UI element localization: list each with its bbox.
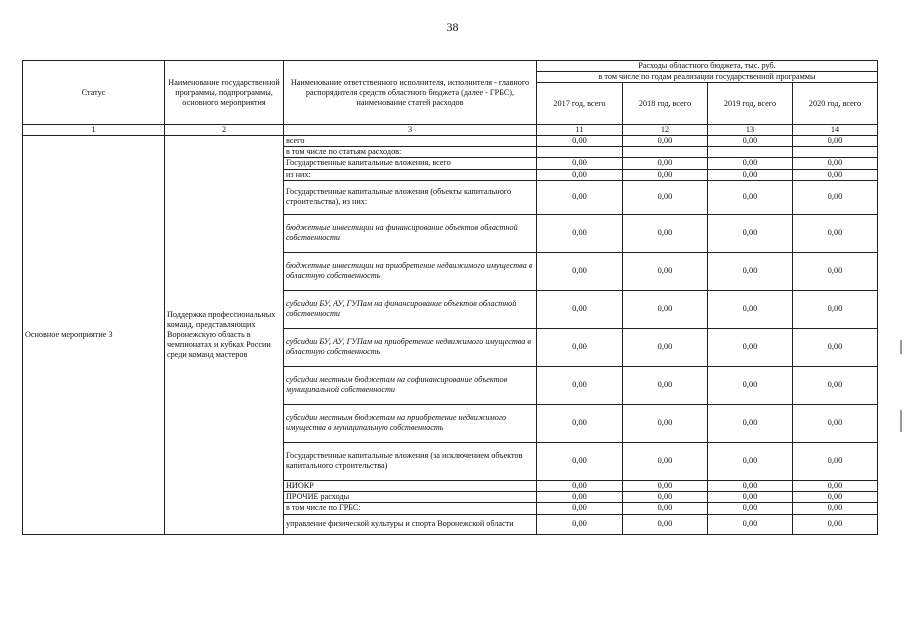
value-cell: 0,00 — [708, 252, 793, 290]
column-number: 13 — [708, 125, 793, 136]
value-cell: 0,00 — [623, 328, 708, 366]
value-cell: 0,00 — [708, 328, 793, 366]
row-label: Государственные капитальные вложения, всего — [284, 158, 537, 169]
value-cell: 0,00 — [537, 328, 623, 366]
value-cell: 0,00 — [793, 366, 878, 404]
value-cell: 0,00 — [537, 214, 623, 252]
value-cell: 0,00 — [793, 328, 878, 366]
value-cell: 0,00 — [793, 514, 878, 534]
column-number: 12 — [623, 125, 708, 136]
page-number: 38 — [446, 20, 459, 34]
value-cell: 0,00 — [708, 442, 793, 480]
header-year: 2020 год, всего — [793, 83, 878, 125]
row-label: бюджетные инвестиции на приобретение недвижимого имущества в областную собственность — [284, 252, 537, 290]
value-cell: 0,00 — [708, 214, 793, 252]
value-cell: 0,00 — [537, 404, 623, 442]
value-cell: 0,00 — [793, 214, 878, 252]
column-number: 2 — [165, 125, 284, 136]
value-cell: 0,00 — [537, 290, 623, 328]
value-cell: 0,00 — [623, 136, 708, 147]
value-cell — [623, 147, 708, 158]
value-cell: 0,00 — [537, 480, 623, 491]
scan-mark — [900, 410, 902, 432]
column-number: 14 — [793, 125, 878, 136]
value-cell: 0,00 — [623, 158, 708, 169]
value-cell: 0,00 — [793, 136, 878, 147]
value-cell: 0,00 — [623, 180, 708, 214]
table-row — [23, 136, 878, 147]
value-cell: 0,00 — [793, 480, 878, 491]
value-cell: 0,00 — [537, 514, 623, 534]
value-cell: 0,00 — [623, 366, 708, 404]
budget-table — [22, 60, 878, 535]
value-cell: 0,00 — [537, 136, 623, 147]
value-cell: 0,00 — [708, 480, 793, 491]
value-cell: 0,00 — [708, 503, 793, 514]
row-label: ПРОЧИЕ расходы — [284, 492, 537, 503]
value-cell: 0,00 — [708, 404, 793, 442]
header-year: 2017 год, всего — [537, 83, 623, 125]
header-year: 2018 год, всего — [623, 83, 708, 125]
header-program-name: Наименование государственной программы, подпрограммы, основного мероприятия — [165, 61, 284, 125]
column-number: 1 — [23, 125, 165, 136]
column-number: 11 — [537, 125, 623, 136]
row-label: из них: — [284, 169, 537, 180]
value-cell: 0,00 — [793, 158, 878, 169]
header-status: Статус — [23, 61, 165, 125]
value-cell: 0,00 — [537, 366, 623, 404]
row-label: НИОКР — [284, 480, 537, 491]
row-label: бюджетные инвестиции на финансирование объектов областной собственности — [284, 214, 537, 252]
value-cell: 0,00 — [793, 290, 878, 328]
value-cell: 0,00 — [623, 480, 708, 491]
value-cell: 0,00 — [623, 404, 708, 442]
value-cell — [708, 147, 793, 158]
value-cell: 0,00 — [793, 180, 878, 214]
header-executor: Наименование ответственного исполнителя, исполнителя - главного распорядителя средств областного бюджета (далее - ГРБС), наименование статей расходов — [284, 61, 537, 125]
value-cell: 0,00 — [623, 169, 708, 180]
value-cell: 0,00 — [793, 404, 878, 442]
value-cell: 0,00 — [793, 252, 878, 290]
row-label: всего — [284, 136, 537, 147]
header-year: 2019 год, всего — [708, 83, 793, 125]
value-cell — [537, 147, 623, 158]
value-cell: 0,00 — [537, 180, 623, 214]
value-cell: 0,00 — [708, 158, 793, 169]
row-label: Государственные капитальные вложения (объекты капитального строительства), из них: — [284, 180, 537, 214]
value-cell: 0,00 — [708, 180, 793, 214]
row-label: в том числе по статьям расходов: — [284, 147, 537, 158]
value-cell: 0,00 — [623, 503, 708, 514]
row-label: управление физической культуры и спорта Воронежской области — [284, 514, 537, 534]
value-cell: 0,00 — [708, 169, 793, 180]
value-cell: 0,00 — [537, 442, 623, 480]
value-cell: 0,00 — [793, 169, 878, 180]
value-cell: 0,00 — [537, 158, 623, 169]
value-cell: 0,00 — [623, 252, 708, 290]
value-cell: 0,00 — [708, 136, 793, 147]
value-cell: 0,00 — [793, 442, 878, 480]
row-label: субсидии БУ, АУ, ГУПам на финансирование объектов областной собственности — [284, 290, 537, 328]
value-cell: 0,00 — [793, 492, 878, 503]
row-label: Государственные капитальные вложения (за исключением объектов капитального строительства) — [284, 442, 537, 480]
row-label: субсидии БУ, АУ, ГУПам на приобретение недвижимого имущества в областную собственность — [284, 328, 537, 366]
value-cell: 0,00 — [623, 514, 708, 534]
value-cell: 0,00 — [708, 290, 793, 328]
row-label: в том числе по ГРБС: — [284, 503, 537, 514]
value-cell: 0,00 — [537, 492, 623, 503]
value-cell: 0,00 — [623, 290, 708, 328]
status-cell: Основное мероприятие 3 — [23, 136, 165, 535]
value-cell: 0,00 — [793, 503, 878, 514]
value-cell: 0,00 — [537, 169, 623, 180]
column-number: 3 — [284, 125, 537, 136]
row-label: субсидии местным бюджетам на софинансирование объектов муниципальной собственности — [284, 366, 537, 404]
value-cell: 0,00 — [623, 442, 708, 480]
value-cell: 0,00 — [537, 503, 623, 514]
header-by-years: в том числе по годам реализации государственной программы — [537, 72, 878, 83]
value-cell: 0,00 — [623, 492, 708, 503]
value-cell: 0,00 — [623, 214, 708, 252]
value-cell: 0,00 — [708, 492, 793, 503]
program-cell: Поддержка профессиональных команд, представляющих Воронежскую область в чемпионатах и кубках России среди команд мастеров — [165, 136, 284, 535]
row-label: субсидии местным бюджетам на приобретение недвижимого имущества в муниципальную собственность — [284, 404, 537, 442]
value-cell: 0,00 — [708, 366, 793, 404]
scan-mark — [900, 340, 902, 354]
value-cell: 0,00 — [537, 252, 623, 290]
header-expenses: Расходы областного бюджета, тыс. руб. — [537, 61, 878, 72]
value-cell: 0,00 — [708, 514, 793, 534]
value-cell — [793, 147, 878, 158]
